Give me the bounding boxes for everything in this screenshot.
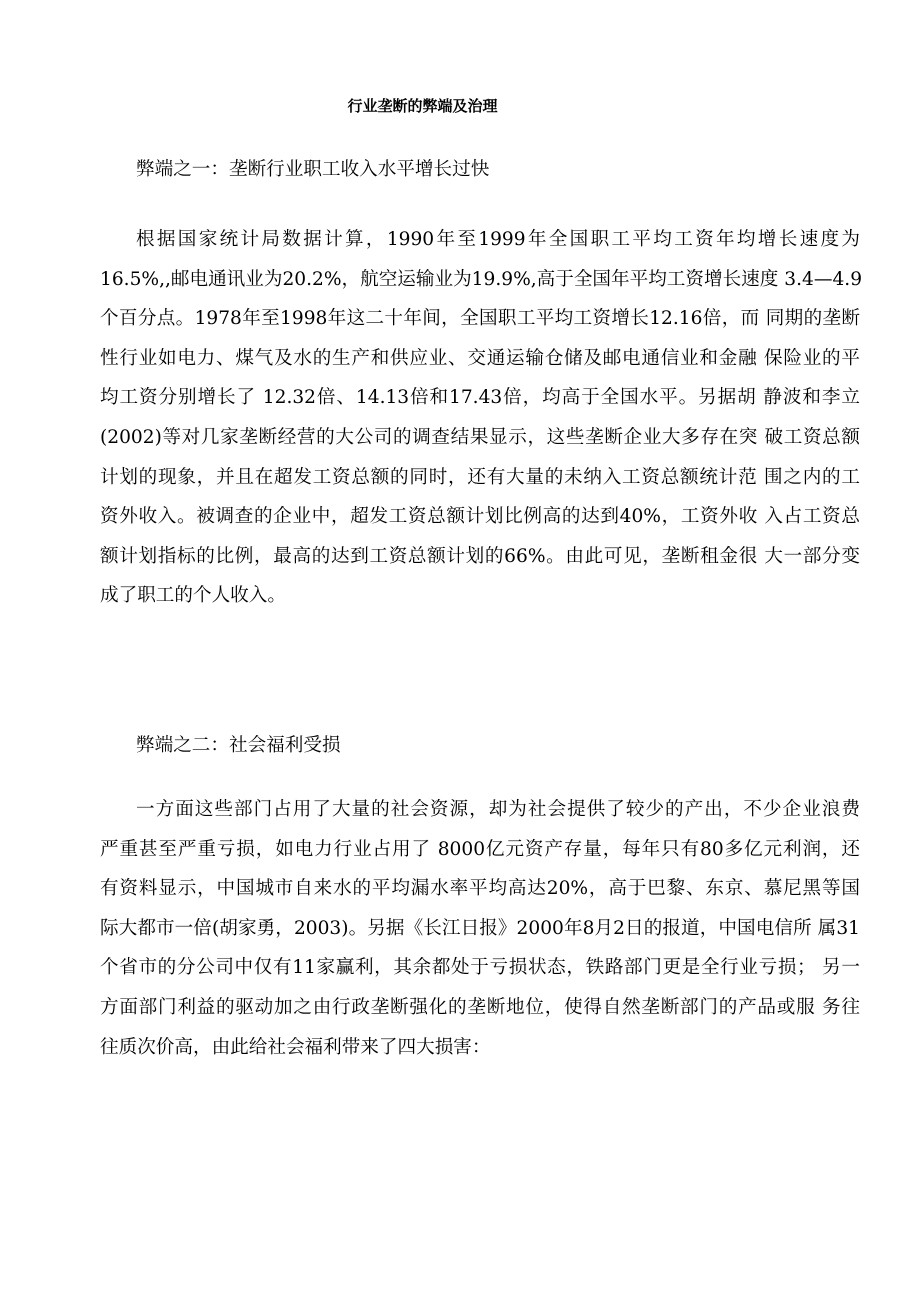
paragraph-line: 成了职工的个人收入。 xyxy=(100,585,286,607)
document-title: 行业垄断的弊端及治理 xyxy=(347,97,498,115)
paragraph-line: 个省市的分公司中仅有11家赢利，其余都处于亏损状态，铁路部门更是全行业亏损； 另一 xyxy=(100,957,860,979)
paragraph-line: 计划的现象，并且在超发工资总额的同时，还有大量的未纳入工资总额统计范 围之内的工 xyxy=(100,466,860,488)
paragraph-line: 往质次价高，由此给社会福利带来了四大损害： xyxy=(100,1036,491,1058)
section-heading-2: 弊端之二：社会福利受损 xyxy=(136,735,341,756)
paragraph-line: 有资料显示，中国城市自来水的平均漏水率平均高达20%，高于巴黎、东京、慕尼黑等国 xyxy=(100,878,860,900)
paragraph-line: 均工资分别增长了 12.32倍、14.13倍和17.43倍，均高于全国水平。另据胡 静波和李立 xyxy=(100,387,860,409)
paragraph-line: 额计划指标的比例，最高的达到工资总额计划的66%。由此可见，垄断租金很 大一部分变 xyxy=(100,545,860,567)
paragraph-line: 严重甚至严重亏损，如电力行业占用了 8000亿元资产存量，每年只有80多亿元利润，还 xyxy=(100,838,860,860)
paragraph-line: 资外收入。被调查的企业中，超发工资总额计划比例高的达到40%，工资外收 入占工资总 xyxy=(100,506,860,528)
section-1-paragraph xyxy=(100,227,863,623)
paragraph-line: 个百分点。1978年至1998年这二十年间，全国职工平均工资增长12.16倍，而 同期的垄断 xyxy=(100,308,860,330)
section-heading-1: 弊端之一：垄断行业职工收入水平增长过快 xyxy=(136,159,490,180)
paragraph-line: 方面部门利益的驱动加之由行政垄断强化的垄断地位，使得自然垄断部门的产品或服 务往 xyxy=(100,996,860,1018)
paragraph-line: 16.5%,,邮电通讯业为20.2%，航空运输业为19.9%,高于全国年平均工资增长速度 3.4—4.9 xyxy=(100,268,863,290)
paragraph-line: 根据国家统计局数据计算，1990年至1999年全国职工平均工资年均增长速度为 xyxy=(136,229,860,250)
paragraph-line: (2002)等对几家垄断经营的大公司的调查结果显示，这些垄断企业大多存在突 破工资总额 xyxy=(100,426,860,448)
paragraph-line: 一方面这些部门占用了大量的社会资源，却为社会提供了较少的产出，不少企业浪费 xyxy=(136,799,860,820)
paragraph-line: 性行业如电力、煤气及水的生产和供应业、交通运输仓储及邮电通信业和金融 保险业的平 xyxy=(100,347,860,369)
section-2-paragraph xyxy=(100,797,860,1074)
paragraph-line: 际大都市一倍(胡家勇，2003)。另据《长江日报》2000年8月2日的报道，中国电信所 属31 xyxy=(100,917,860,939)
